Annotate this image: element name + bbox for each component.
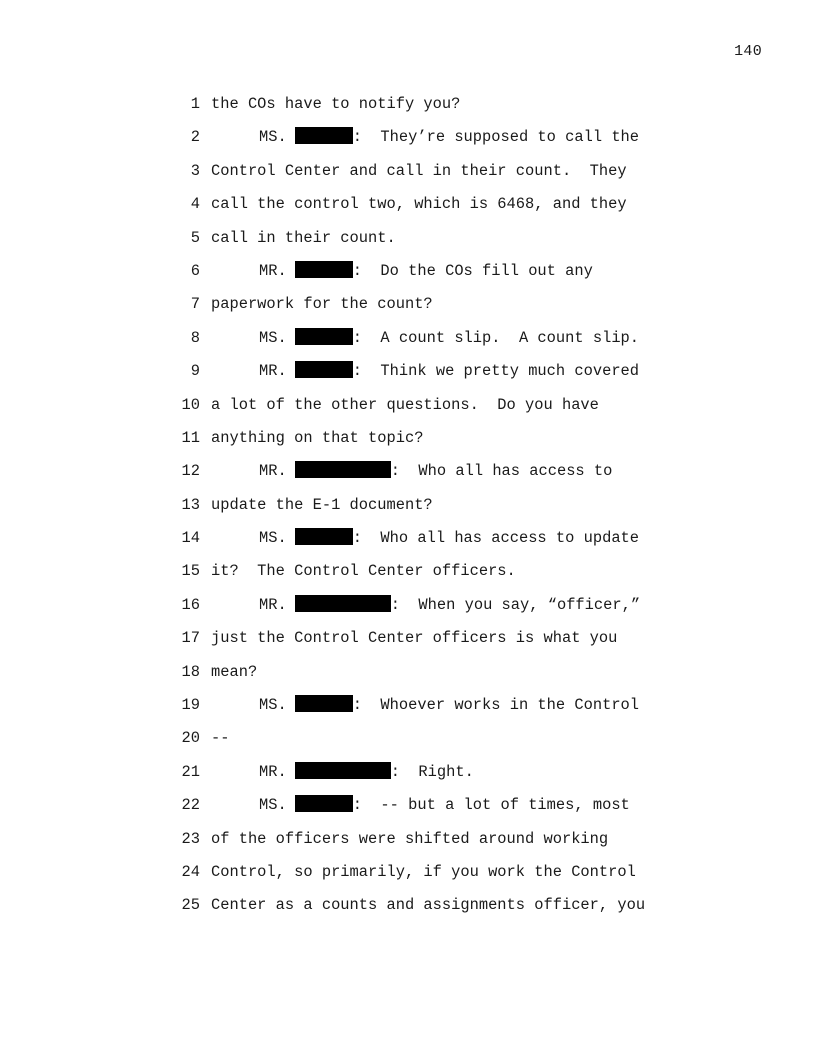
line-content: : Whoever works in the Control — [352, 696, 640, 715]
line-content: : Think we pretty much covered — [352, 362, 640, 381]
line-number: 11 — [181, 428, 200, 447]
line-content: the COs have to notify you? — [211, 95, 461, 113]
line-content: a lot of the other questions. Do you have — [211, 395, 599, 414]
transcript-line — [172, 326, 792, 359]
line-text — [211, 159, 627, 183]
transcript-line — [172, 760, 792, 793]
redacted-name — [295, 595, 391, 612]
line-number: 4 — [190, 195, 200, 214]
speaker-title: MS. — [259, 328, 287, 347]
line-content: paperwork for the count? — [211, 295, 433, 314]
line-number: 9 — [190, 362, 200, 381]
line-number: 23 — [181, 829, 200, 848]
line-number: 2 — [190, 128, 200, 147]
line-text — [211, 359, 639, 383]
transcript-line — [172, 693, 792, 726]
line-number: 20 — [181, 729, 200, 748]
speaker-title: MR. — [259, 595, 287, 614]
line-text — [211, 693, 639, 717]
line-text — [211, 326, 639, 350]
line-content: mean? — [211, 662, 258, 681]
transcript-line — [172, 426, 792, 459]
transcript-line — [172, 92, 792, 125]
line-content: call in their count. — [211, 228, 396, 247]
line-content: Center as a counts and assignments officer, you — [211, 896, 646, 915]
line-text — [211, 125, 639, 149]
transcript-line — [172, 827, 792, 860]
redacted-name — [295, 762, 391, 779]
line-text — [211, 626, 617, 650]
line-text — [211, 793, 630, 817]
line-text — [211, 593, 640, 617]
line-text — [211, 292, 433, 316]
line-content: of the officers were shifted around working — [211, 829, 609, 848]
transcript-line — [172, 226, 792, 259]
transcript-line — [172, 626, 792, 659]
line-content: Control Center and call in their count. They — [211, 161, 627, 180]
transcript-line — [172, 192, 792, 225]
transcript-body — [172, 92, 792, 927]
line-number: 25 — [181, 896, 200, 915]
line-number: 8 — [190, 328, 200, 347]
speaker-title: MR. — [259, 362, 287, 381]
line-number: 3 — [190, 161, 200, 180]
transcript-line — [172, 359, 792, 392]
line-content: just the Control Center officers is what you — [211, 629, 618, 648]
transcript-line — [172, 593, 792, 626]
speaker-title: MS. — [259, 696, 287, 715]
line-text — [211, 526, 639, 550]
line-number: 19 — [181, 696, 200, 715]
line-text — [211, 860, 636, 884]
line-number: 1 — [190, 95, 200, 113]
line-content: -- — [211, 729, 230, 748]
transcript-line — [172, 393, 792, 426]
speaker-title: MS. — [259, 529, 287, 548]
transcript-line — [172, 726, 792, 759]
speaker-title: MS. — [259, 796, 287, 815]
speaker-title: MS. — [259, 128, 287, 147]
transcript-line — [172, 526, 792, 559]
redacted-name — [295, 461, 391, 478]
line-content: call the control two, which is 6468, and they — [211, 195, 627, 214]
line-content: : Right. — [390, 762, 474, 781]
redacted-name — [295, 361, 353, 378]
line-number: 18 — [181, 662, 200, 681]
redacted-name — [295, 127, 353, 144]
line-content: : Who all has access to — [390, 462, 613, 481]
line-content: anything on that topic? — [211, 428, 424, 447]
line-number: 24 — [181, 862, 200, 881]
line-number: 5 — [190, 228, 200, 247]
line-text — [211, 493, 433, 517]
line-number: 22 — [181, 796, 200, 815]
line-text — [211, 259, 593, 283]
transcript-line — [172, 125, 792, 158]
line-number: 16 — [181, 595, 200, 614]
line-content: : -- but a lot of times, most — [352, 796, 630, 815]
redacted-name — [295, 528, 353, 545]
line-text — [211, 426, 423, 450]
transcript-line — [172, 159, 792, 192]
line-number: 14 — [181, 529, 200, 548]
redacted-name — [295, 328, 353, 345]
line-text — [211, 92, 460, 116]
line-number: 7 — [190, 295, 200, 314]
transcript-line — [172, 259, 792, 292]
line-text — [211, 760, 474, 784]
line-text — [211, 559, 516, 583]
line-text — [211, 226, 396, 250]
transcript-line — [172, 559, 792, 592]
line-content: : A count slip. A count slip. — [352, 328, 640, 347]
line-content: : They’re supposed to call the — [352, 128, 640, 147]
transcript-line — [172, 459, 792, 492]
redacted-name — [295, 261, 353, 278]
transcript-line — [172, 893, 792, 926]
line-content: : Who all has access to update — [352, 529, 640, 548]
transcript-line — [172, 860, 792, 893]
transcript-line — [172, 660, 792, 693]
line-text — [211, 893, 645, 917]
line-content: : When you say, “officer,” — [390, 595, 641, 614]
speaker-title: MR. — [259, 762, 287, 781]
line-text — [211, 827, 608, 851]
line-number: 10 — [181, 395, 200, 414]
line-content: it? The Control Center officers. — [211, 562, 516, 581]
redacted-name — [295, 795, 353, 812]
line-text — [211, 393, 599, 417]
line-content: : Do the COs fill out any — [352, 261, 593, 280]
speaker-title: MR. — [259, 462, 287, 481]
line-text — [211, 660, 257, 684]
page-number: 140 — [734, 43, 762, 60]
speaker-title: MR. — [259, 261, 287, 280]
line-number: 6 — [190, 261, 200, 280]
redacted-name — [295, 695, 353, 712]
line-number: 15 — [181, 562, 200, 581]
line-number: 21 — [181, 762, 200, 781]
transcript-line — [172, 793, 792, 826]
line-content: Control, so primarily, if you work the Control — [211, 862, 636, 881]
line-text — [211, 726, 229, 750]
transcript-line — [172, 292, 792, 325]
transcript-line — [172, 493, 792, 526]
line-text — [211, 459, 612, 483]
line-number: 12 — [181, 462, 200, 481]
line-content: update the E-1 document? — [211, 495, 433, 514]
line-number: 13 — [181, 495, 200, 514]
line-text — [211, 192, 627, 216]
line-number: 17 — [181, 629, 200, 648]
